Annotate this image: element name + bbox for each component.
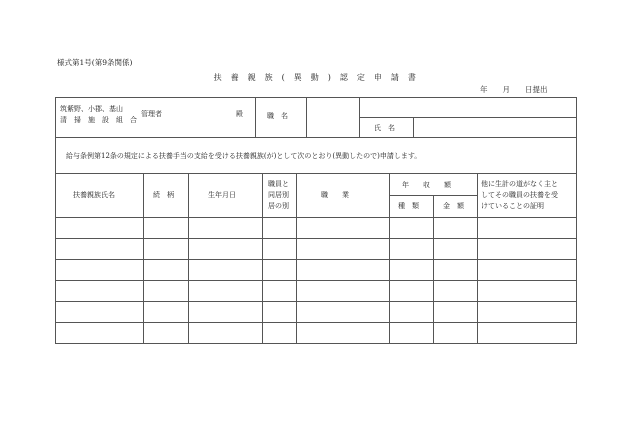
- income-amount-cell[interactable]: [434, 260, 477, 279]
- submission-date: 年 月 日提出: [480, 85, 548, 94]
- relationship-cell[interactable]: [144, 260, 188, 279]
- header-birthdate: 生年月日: [208, 191, 236, 199]
- income-amount-cell[interactable]: [434, 323, 477, 342]
- applicant-name-field[interactable]: [414, 118, 576, 136]
- income-amount-cell[interactable]: [434, 302, 477, 321]
- birthdate-cell[interactable]: [189, 302, 262, 321]
- header-proof-1: 他に生計の道がなく主と: [481, 180, 558, 188]
- proof-cell[interactable]: [478, 302, 576, 321]
- cohabitation-cell[interactable]: [263, 302, 296, 321]
- divider: [55, 137, 577, 138]
- relationship-cell[interactable]: [144, 323, 188, 342]
- manager-label: 管理者: [141, 110, 162, 118]
- dependent-name-cell[interactable]: [56, 239, 143, 258]
- occupation-cell[interactable]: [297, 218, 389, 237]
- divider: [55, 173, 577, 174]
- proof-cell[interactable]: [478, 218, 576, 237]
- birthdate-cell[interactable]: [189, 281, 262, 300]
- occupation-cell[interactable]: [297, 260, 389, 279]
- proof-cell[interactable]: [478, 281, 576, 300]
- header-proof-2: してその職員の扶養を受: [481, 191, 558, 199]
- occupation-cell[interactable]: [297, 302, 389, 321]
- form-number-label: 様式第1号(第9条関係): [57, 58, 133, 67]
- position-label: 職 名: [267, 112, 288, 120]
- header-cohabitation-2: 同居別: [268, 191, 289, 199]
- proof-cell[interactable]: [478, 323, 576, 342]
- relationship-cell[interactable]: [144, 239, 188, 258]
- form-title: 扶 養 親 族 ( 異 動 ) 認 定 申 請 書: [213, 73, 417, 82]
- income-amount-cell[interactable]: [434, 281, 477, 300]
- relationship-cell[interactable]: [144, 218, 188, 237]
- header-proof-3: けていることの証明: [481, 202, 544, 210]
- header-occupation: 職 業: [321, 191, 349, 199]
- header-cohabitation-3: 居の別: [268, 202, 289, 210]
- dependent-name-cell[interactable]: [56, 302, 143, 321]
- income-amount-cell[interactable]: [434, 218, 477, 237]
- income-type-cell[interactable]: [390, 218, 433, 237]
- header-income-type: 種 類: [398, 202, 419, 210]
- name-label: 氏 名: [374, 124, 395, 132]
- income-type-cell[interactable]: [390, 281, 433, 300]
- proof-cell[interactable]: [478, 260, 576, 279]
- cohabitation-cell[interactable]: [263, 260, 296, 279]
- birthdate-cell[interactable]: [189, 323, 262, 342]
- occupation-cell[interactable]: [297, 239, 389, 258]
- addressee-line-1: 筑紫野、小郡、基山: [60, 105, 123, 113]
- relationship-cell[interactable]: [144, 281, 188, 300]
- cohabitation-cell[interactable]: [263, 218, 296, 237]
- position-value[interactable]: [307, 98, 359, 136]
- dependent-name-cell[interactable]: [56, 281, 143, 300]
- occupation-cell[interactable]: [297, 281, 389, 300]
- income-type-cell[interactable]: [390, 260, 433, 279]
- cohabitation-cell[interactable]: [263, 281, 296, 300]
- income-type-cell[interactable]: [390, 239, 433, 258]
- cohabitation-cell[interactable]: [263, 323, 296, 342]
- honorific-label: 殿: [236, 110, 243, 118]
- birthdate-cell[interactable]: [189, 260, 262, 279]
- header-relationship: 続 柄: [153, 191, 174, 199]
- relationship-cell[interactable]: [144, 302, 188, 321]
- dependent-name-cell[interactable]: [56, 260, 143, 279]
- addressee-line-2: 清 掃 施 設 組 合: [60, 116, 137, 124]
- divider: [255, 97, 256, 137]
- income-type-cell[interactable]: [390, 323, 433, 342]
- proof-cell[interactable]: [478, 239, 576, 258]
- occupation-cell[interactable]: [297, 323, 389, 342]
- birthdate-cell[interactable]: [189, 239, 262, 258]
- header-dependent-name: 扶養親族氏名: [73, 191, 115, 199]
- cohabitation-cell[interactable]: [263, 239, 296, 258]
- header-cohabitation-1: 職員と: [268, 180, 289, 188]
- income-amount-cell[interactable]: [434, 239, 477, 258]
- birthdate-cell[interactable]: [189, 218, 262, 237]
- income-type-cell[interactable]: [390, 302, 433, 321]
- dependent-name-cell[interactable]: [56, 323, 143, 342]
- header-annual-income: 年 収 額: [402, 181, 451, 189]
- header-income-amount: 金 額: [443, 202, 464, 210]
- statement-text: 給与条例第12条の規定による扶養手当の支給を受ける扶養親族(が)として次のとおり(異動したので)申請します。: [66, 152, 422, 160]
- dependent-name-cell[interactable]: [56, 218, 143, 237]
